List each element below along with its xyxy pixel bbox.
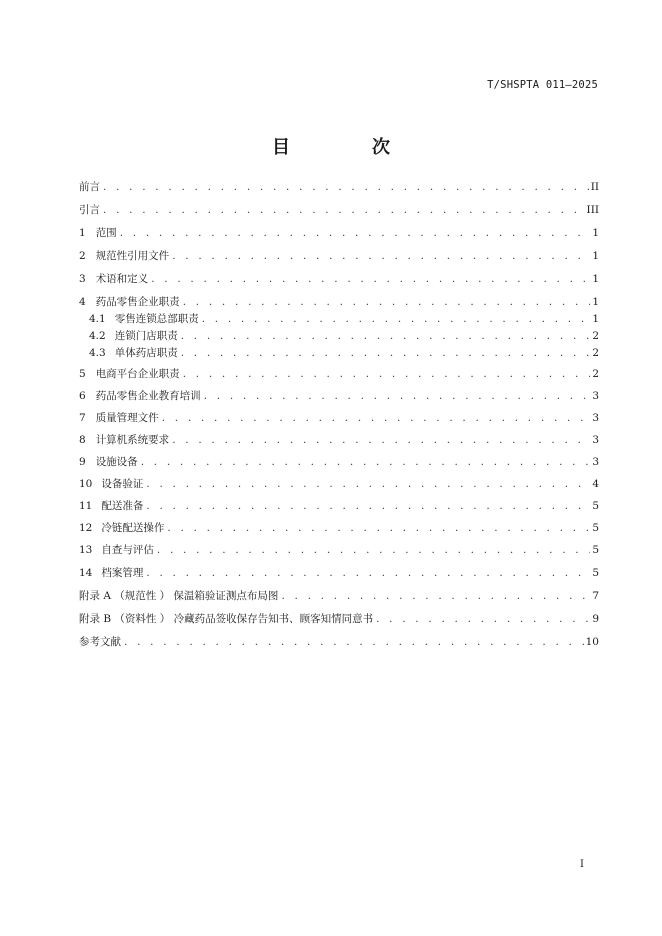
toc-entry-label: 引言 — [79, 204, 100, 216]
toc-entry-label: 单体药店职责 — [114, 347, 178, 359]
toc-leader-dots — [103, 204, 585, 216]
toc-entry-page: II — [590, 181, 599, 193]
toc-entry-number: 4.3 — [89, 347, 106, 359]
toc-entry[interactable] — [79, 412, 599, 424]
toc-entry-number: 1 — [79, 227, 86, 239]
toc-entry[interactable] — [79, 296, 599, 308]
toc-entry[interactable] — [79, 250, 599, 262]
toc-entry[interactable] — [79, 313, 599, 325]
toc-leader-dots — [151, 273, 590, 285]
toc-entry[interactable] — [79, 347, 599, 359]
toc-leader-dots — [202, 313, 591, 325]
toc-entry-number: 4.1 — [89, 313, 106, 325]
page-number: I — [580, 859, 584, 870]
toc-entry-label: 药品零售企业教育培训 — [95, 390, 201, 402]
toc-leader-dots — [141, 456, 591, 468]
toc-entry-page: 1 — [592, 296, 599, 308]
toc-leader-dots — [172, 434, 590, 446]
toc-entry[interactable] — [79, 522, 599, 534]
toc-entry-label: 冷链配送操作 — [101, 522, 165, 534]
toc-entry-number: 13 — [79, 544, 93, 556]
toc-leader-dots — [204, 390, 591, 402]
toc-entry-page: 3 — [592, 390, 599, 402]
toc-entry-number: 8 — [79, 434, 86, 446]
toc-entry-number: 5 — [79, 368, 86, 380]
toc-entry-number: 14 — [79, 567, 93, 579]
toc-entry-page: 1 — [592, 273, 599, 285]
toc-entry-number: 7 — [79, 412, 86, 424]
toc-entry-page: 5 — [592, 567, 599, 579]
toc-leader-dots — [183, 296, 591, 308]
toc-entry-number: 10 — [79, 478, 93, 490]
toc-entry-page: 2 — [592, 347, 599, 359]
toc-title: 目 次 — [272, 137, 422, 158]
toc-entry-page: 3 — [592, 434, 599, 446]
toc-entry-page: 5 — [592, 522, 599, 534]
toc-entry[interactable] — [79, 273, 599, 285]
toc-entry-page: 9 — [592, 613, 599, 625]
toc-leader-dots — [103, 181, 589, 193]
toc-entry-page: 2 — [592, 330, 599, 342]
toc-entry[interactable] — [79, 390, 599, 402]
toc-entry[interactable] — [79, 500, 599, 512]
toc-entry[interactable] — [79, 478, 599, 490]
toc-entry[interactable] — [79, 368, 599, 380]
toc-leader-dots — [172, 250, 590, 262]
toc-entry-page: 5 — [592, 544, 599, 556]
toc-leader-dots — [162, 412, 591, 424]
toc-entry-label: 电商平台企业职责 — [95, 368, 180, 380]
toc-entry-page: 2 — [592, 368, 599, 380]
toc-entry-label: 计算机系统要求 — [95, 434, 170, 446]
toc-entry-label: 术语和定义 — [95, 273, 149, 285]
toc-entry-label: 参考文献 — [79, 636, 121, 648]
toc-entry-label: 附录 B （资料性 ） 冷藏药品签收保存告知书、顾客知情同意书 — [79, 613, 374, 625]
toc-entry-label: 自查与评估 — [101, 544, 154, 556]
toc-entry-page: 4 — [592, 478, 599, 490]
toc-entry-page: 3 — [592, 456, 599, 468]
toc-leader-dots — [181, 347, 591, 359]
toc-entry-label: 规范性引用文件 — [95, 250, 170, 262]
toc-leader-dots — [120, 227, 591, 239]
toc-entry-number: 6 — [79, 390, 86, 402]
toc-entry-label: 质量管理文件 — [95, 412, 159, 424]
toc-leader-dots — [146, 478, 590, 490]
toc-entry-label: 设施设备 — [95, 456, 138, 468]
toc-entry-number: 4.2 — [89, 330, 106, 342]
toc-entry-number: 9 — [79, 456, 86, 468]
toc-entry-page: 7 — [592, 590, 599, 602]
toc-entry-label: 配送准备 — [101, 500, 144, 512]
toc-entry[interactable] — [79, 567, 599, 579]
toc-entry-label: 药品零售企业职责 — [95, 296, 180, 308]
toc-entry-page: 1 — [592, 250, 599, 262]
toc-leader-dots — [181, 330, 591, 342]
toc-entry-page: 1 — [592, 313, 599, 325]
toc-entry-page: 1 — [592, 227, 599, 239]
toc-entry-page: 10 — [585, 636, 599, 648]
toc-entry-number: 3 — [79, 273, 86, 285]
toc-leader-dots — [157, 544, 590, 556]
toc-entry-page: 3 — [592, 412, 599, 424]
toc-entry-number: 4 — [79, 296, 86, 308]
toc-leader-dots — [183, 368, 591, 380]
toc-entry-label: 档案管理 — [101, 567, 144, 579]
toc-entry-label: 连锁门店职责 — [114, 330, 178, 342]
toc-entry-label: 零售连锁总部职责 — [114, 313, 199, 325]
toc-entry-label: 设备验证 — [101, 478, 144, 490]
toc-entry-number: 11 — [79, 500, 93, 512]
document-code: T/SHSPTA 011—2025 — [487, 79, 598, 91]
toc-entry-number: 2 — [79, 250, 86, 262]
toc-leader-dots — [281, 590, 590, 602]
toc-entry[interactable] — [79, 204, 599, 216]
toc-leader-dots — [146, 567, 590, 579]
toc-leader-dots — [376, 613, 590, 625]
toc-entry[interactable] — [79, 636, 599, 648]
toc-entry-page: 5 — [592, 500, 599, 512]
toc-entry-label: 附录 A （规范性 ） 保温箱验证测点布局图 — [79, 590, 279, 602]
toc-entry[interactable] — [79, 613, 599, 625]
toc-entry-label: 范围 — [95, 227, 117, 239]
toc-entry[interactable] — [79, 181, 599, 193]
toc-leader-dots — [124, 636, 584, 648]
toc-entry[interactable] — [79, 227, 599, 239]
toc-entry-label: 前言 — [79, 181, 100, 193]
toc-entry[interactable] — [79, 456, 599, 468]
toc-leader-dots — [146, 500, 590, 512]
toc-entry-page: III — [586, 204, 599, 216]
toc-leader-dots — [167, 522, 590, 534]
toc-entry[interactable] — [79, 590, 599, 602]
toc-entry[interactable] — [79, 544, 599, 556]
toc-entry[interactable] — [79, 330, 599, 342]
toc-entry-number: 12 — [79, 522, 93, 534]
toc-entry[interactable] — [79, 434, 599, 446]
